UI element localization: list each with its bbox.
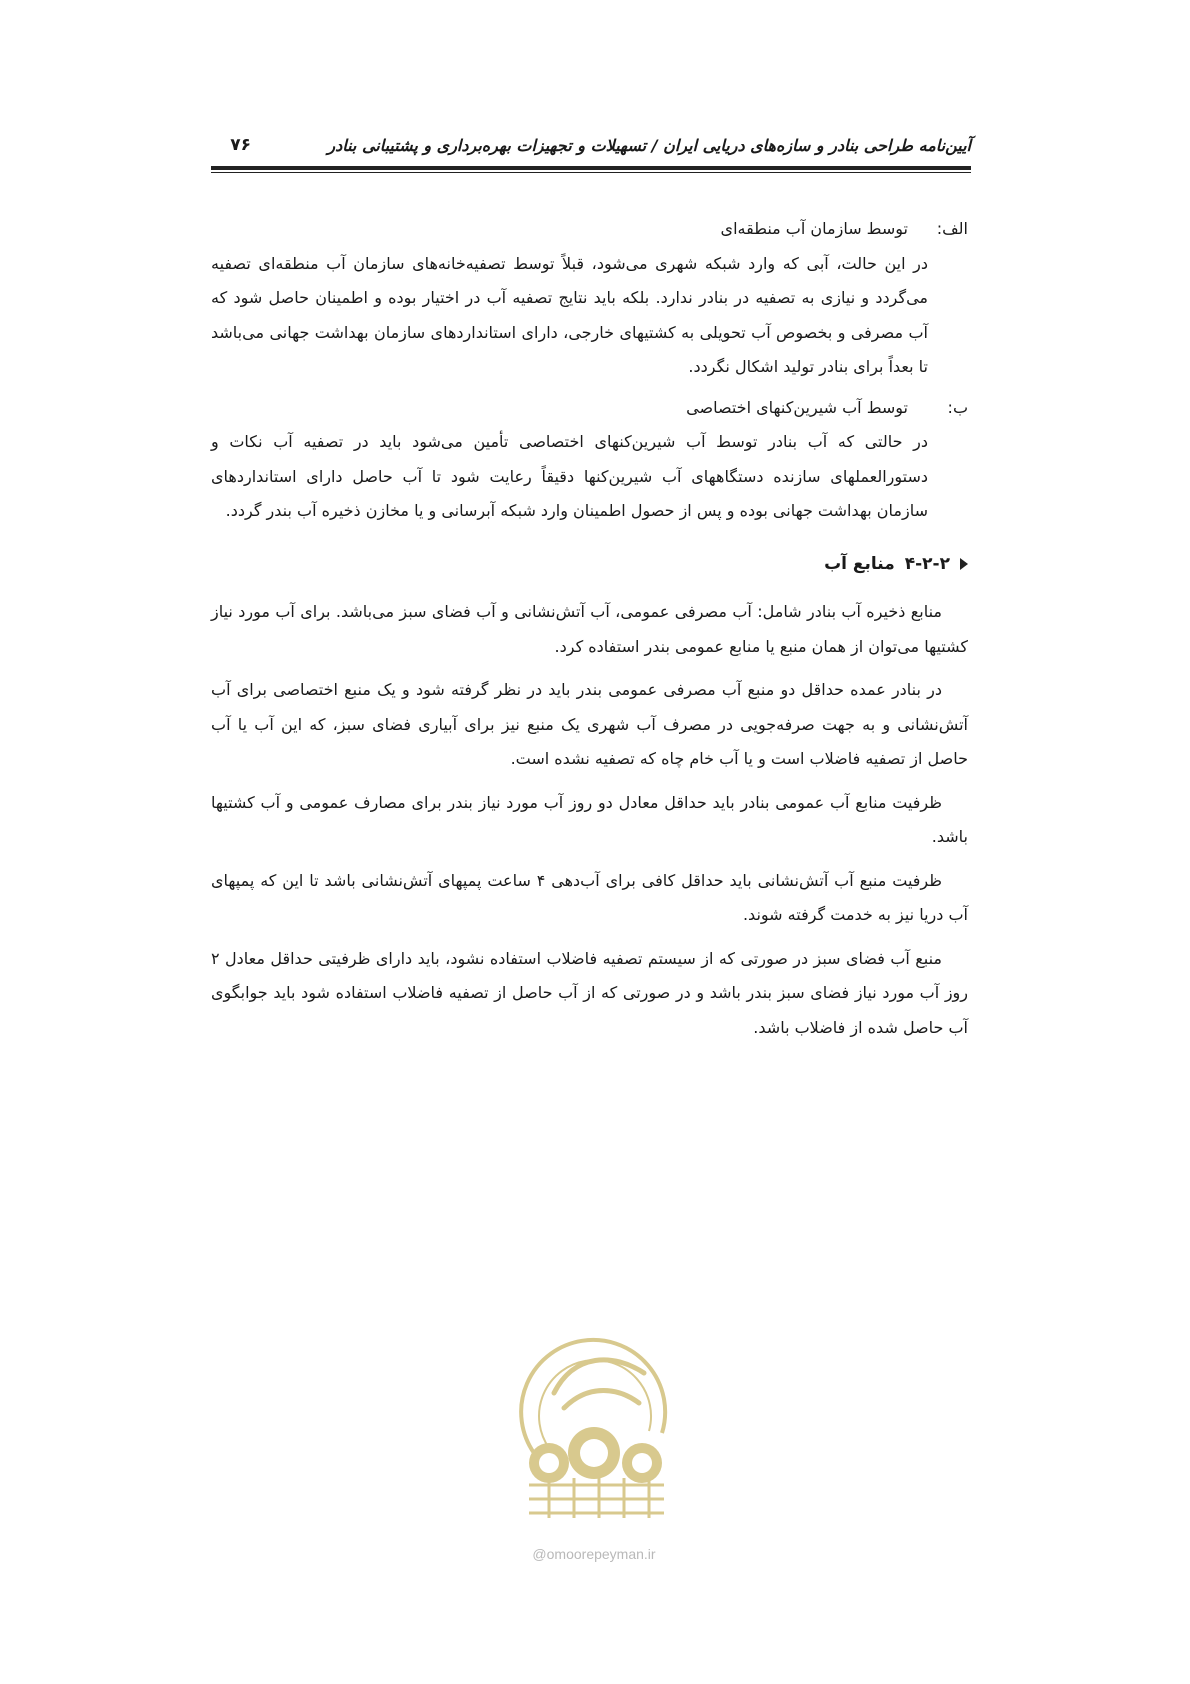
paragraph-5: منبع آب فضای سبز در صورتی که از سیستم تصفیه فاضلاب استفاده نشود، باید دارای ظرفیتی حداقل معادل ۲ روز آب مورد نیاز فضای سبز بندر باشد و در صورتی که از آب حاصل از تصفیه فاضلاب استفاده شود باید جوابگوی آب حاصل شده از فاضلاب باشد. (211, 948, 968, 1037)
item-paragraph-a: در این حالت، آبی که وارد شبکه شهری می‌شود، قبلاً توسط تصفیه‌خانه‌های سازمان آب منطقه‌ای تصفیه می‌گردد و نیازی به تصفیه در بنادر ندارد. بلکه باید نتایج تصفیه آب در اختیار بوده و اطمینان حاصل شود که آب مصرفی و بخصوص آب تحویلی به کشتیهای خارجی، دارای استانداردهای سازمان بهداشت جهانی می‌باشد تا بعداً برای بنادر تولید اشکال نگردد. (211, 253, 928, 376)
section-heading (211, 547, 968, 582)
item-marker-a: الف: (936, 219, 968, 238)
body-content (211, 212, 968, 1054)
paragraph-3: ظرفیت منابع آب عمومی بنادر باید حداقل معادل دو روز آب مورد نیاز بندر برای مصارف عمومی و آب کشتیها باشد. (211, 792, 968, 846)
item-title-b: توسط آب شیرین‌کنهای اختصاصی (686, 397, 908, 417)
section-title: منابع آب (824, 553, 895, 574)
paragraph-2: در بنادر عمده حداقل دو منبع آب مصرفی عمومی بندر باید در نظر گرفته شود و یک منبع اختصاصی برای آب آتش‌نشانی و به جهت صرفه‌جویی در مصرف آب شهری یک منبع نیز برای آبیاری فضای سبز، که این آب یا آب حاصل از تصفیه فاضلاب است و یا آب خام چاه که تصفیه نشده است. (211, 680, 968, 768)
header-title: آیین‌نامه طراحی بنادر و سازه‌های دریایی ایران / تسهیلات و تجهیزات بهره‌برداری و پشتیبانی بنادر (327, 135, 971, 155)
item-paragraph-b: در حالتی که آب بنادر توسط آب شیرین‌کنهای اختصاصی تأمین می‌شود باید در تصفیه آب نکات و دستورالعملهای سازنده دستگاههای آب شیرین‌کنها دقیقاً رعایت شود تا آب حاصل دارای استانداردهای سازمان بهداشت جهانی بوده و پس از حصول اطمینان وارد شبکه آبرسانی و یا مخازن ذخیره آب بندر گردد. (211, 432, 928, 520)
paragraph-4: ظرفیت منبع آب آتش‌نشانی باید حداقل کافی برای آب‌دهی ۴ ساعت پمپهای آتش‌نشانی باشد تا این که پمپهای آب دریا نیز به خدمت گرفته شوند. (211, 870, 968, 924)
watermark-seal-icon (494, 1313, 694, 1523)
page-number: ۷۶ (230, 135, 251, 155)
item-label-a (211, 212, 968, 247)
item-label-b (211, 391, 968, 426)
running-header (211, 128, 971, 162)
header-rule-thin (211, 172, 971, 173)
section-number: ۴-۲-۲ (904, 553, 950, 574)
triangle-bullet-icon (960, 558, 968, 570)
item-marker-b: ب: (947, 397, 968, 417)
header-rule-thick (211, 166, 971, 170)
watermark-caption: @omoorepeyman.ir (532, 1546, 656, 1562)
item-title-a: توسط سازمان آب منطقه‌ای (720, 219, 908, 238)
paragraph-1: منابع ذخیره آب بنادر شامل: آب مصرفی عمومی، آب آتش‌نشانی و آب فضای سبز می‌باشد. برای آب مورد نیاز کشتیها می‌توان از همان منبع یا منابع عمومی بندر استفاده کرد. (211, 602, 968, 656)
